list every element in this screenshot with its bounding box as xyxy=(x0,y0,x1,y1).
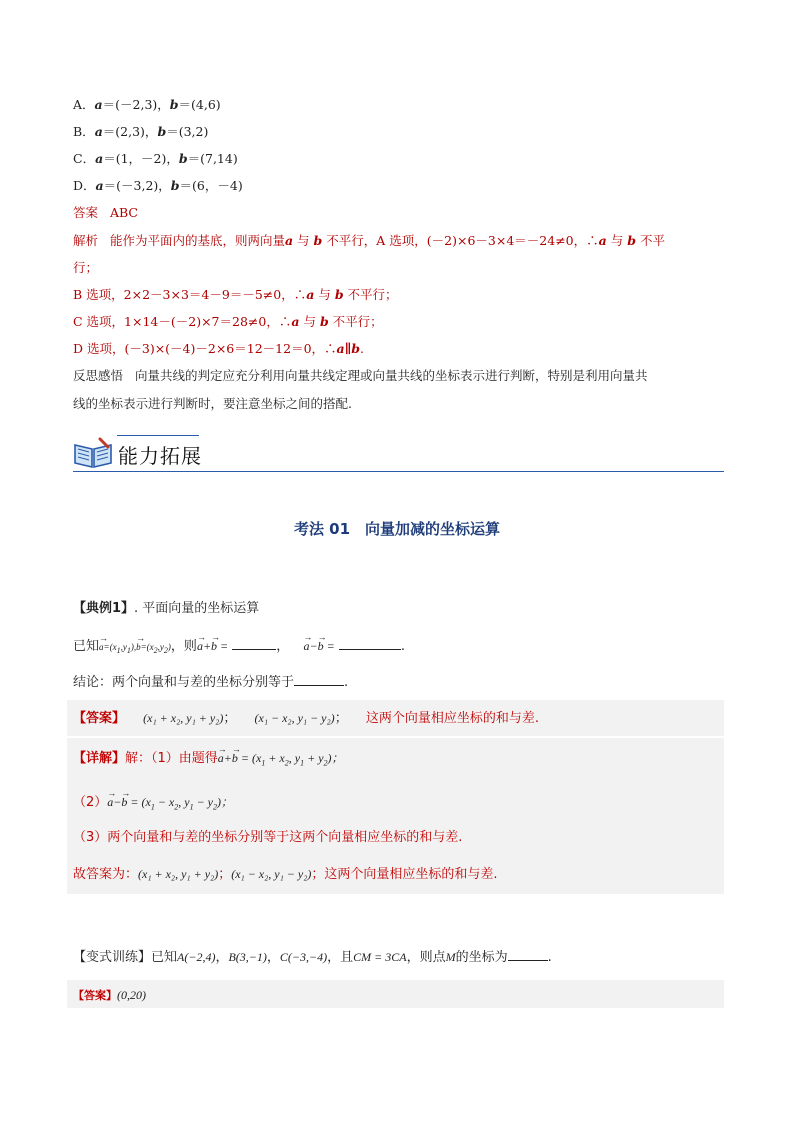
analysis-line-1 xyxy=(73,232,665,250)
detail-step2: （2） xyxy=(73,795,108,810)
option-a xyxy=(73,96,221,114)
detail-diff-expr: → $a-\to b = (x_1 - x_2$, $y_1 - y_2$)； xyxy=(107,795,233,809)
section-rule xyxy=(73,471,724,472)
analysis-text: D 选项，(－3)×(－4)－2×6＝12－12＝0，∴ xyxy=(73,341,337,356)
analysis-text: 不平行，A 选项，(－2)×6－3×4＝－24≠0，∴ xyxy=(326,233,599,248)
option-c-eq: ＝(1，－2)， xyxy=(103,151,179,166)
vector-b: b xyxy=(334,287,344,302)
analysis-text: 不平行； xyxy=(347,287,398,302)
reflection-line-1 xyxy=(73,367,647,385)
vector-b: b xyxy=(319,314,329,329)
variant-answer-box xyxy=(67,980,724,1008)
analysis-line-3 xyxy=(73,286,398,304)
option-b-eq: ＝(2,3)， xyxy=(102,124,158,139)
sum-expression: → a+→ b = xyxy=(197,639,228,653)
given-text: 已知 xyxy=(73,639,100,654)
option-b-letter: B． xyxy=(73,124,95,139)
reflection-line-2 xyxy=(73,395,352,413)
sum-blank[interactable] xyxy=(232,637,276,650)
semicolon: ； xyxy=(334,711,348,726)
analysis-text: C 选项，1×14－(－2)×7＝28≠0，∴ xyxy=(73,314,292,329)
vector-b: b xyxy=(157,124,167,139)
analysis-text: 与 xyxy=(318,287,331,302)
analysis-text: 行； xyxy=(73,260,99,275)
variant-question xyxy=(73,948,552,967)
vector-b: b xyxy=(313,233,323,248)
answer-label: 答案 xyxy=(73,205,99,220)
given-vectors: → $a=(x_1,y_1),\to b=(x_2,y_2)$ xyxy=(99,642,171,652)
point-b: B(3,−1) xyxy=(228,950,267,964)
conclusion-text: 结论：两个向量和与差的坐标分别等于 xyxy=(73,675,295,690)
diff-blank[interactable] xyxy=(339,637,401,650)
vector-b: b xyxy=(169,97,179,112)
parallel-expression: a∥b xyxy=(336,341,360,356)
analysis-text: 能作为平面内的基底，则两向量 xyxy=(109,233,285,248)
semicolon: ； xyxy=(218,867,232,882)
comma: ， xyxy=(276,639,290,654)
point-m: M xyxy=(445,950,456,964)
separator: ， xyxy=(266,950,280,965)
point-c: C(−3,−4) xyxy=(279,950,328,964)
vector-equation: CM = 3CA xyxy=(353,950,407,964)
section-top-rule xyxy=(117,435,199,436)
vector-a: a xyxy=(291,314,300,329)
vector-a: a xyxy=(284,233,294,248)
period: . xyxy=(547,950,552,965)
final-sum: (x₁ + x₂, y₁ + y₂) xyxy=(138,867,219,881)
detail-intro: 解：（1）由题得 xyxy=(125,751,218,766)
answer-sum: (x₁ + x₂, y₁ + y₂) xyxy=(143,711,224,725)
analysis-text: 与 xyxy=(297,233,310,248)
separator: ， xyxy=(215,950,229,965)
conclusion-blank[interactable] xyxy=(294,673,344,686)
variant-label: 【变式训练】 xyxy=(73,950,152,965)
variant-answer-line xyxy=(73,986,146,1005)
diff-expression: → a−→ b = xyxy=(303,639,334,653)
analysis-text: 与 xyxy=(610,233,624,248)
example-heading xyxy=(73,600,259,618)
vector-a: a xyxy=(306,287,315,302)
option-d-eq: ＝(－3,2)， xyxy=(103,178,171,193)
vector-a: a xyxy=(95,178,104,193)
detail-line-1 xyxy=(73,749,344,772)
final-prefix: 故答案为： xyxy=(73,867,139,882)
answer-diff: (x₁ − x₂, y₁ − y₂) xyxy=(254,711,335,725)
detail-line-2 xyxy=(73,793,233,816)
period: . xyxy=(400,639,405,654)
option-b-eq2: ＝(3,2) xyxy=(166,124,209,139)
analysis-line-5 xyxy=(73,340,364,358)
reflection-label: 反思感悟 xyxy=(73,368,124,383)
analysis-text: 不平行； xyxy=(332,314,383,329)
variant-text: 的坐标为 xyxy=(455,950,508,965)
example-label: 【典例1】 xyxy=(73,601,135,616)
point-a: A(−2,4) xyxy=(177,950,216,964)
vector-b: b xyxy=(627,233,636,248)
variant-answer-label: 【答案】 xyxy=(73,989,117,1002)
option-c xyxy=(73,150,238,168)
detail-line-3: （3）两个向量和与差的坐标分别等于这两个向量相应坐标的和与差. xyxy=(73,830,463,845)
variant-text: 已知 xyxy=(151,950,178,965)
example-answer-label: 【答案】 xyxy=(73,711,126,726)
period: . xyxy=(344,675,349,690)
reflection-text: 向量共线的判定应充分利用向量共线定理或向量共线的坐标表示进行判断，特别是利用向量共 xyxy=(134,368,648,383)
then-text: ，则 xyxy=(170,639,197,654)
analysis-label: 解析 xyxy=(73,233,99,248)
option-d-letter: D． xyxy=(73,178,96,193)
final-diff: (x₁ − x₂, y₁ − y₂) xyxy=(231,867,312,881)
vector-b: b xyxy=(170,178,180,193)
detail-sum-expr: → $a+\to b = (x_1 + x_2$, $y_1 + y_2$)； xyxy=(218,751,344,765)
answer-text: 这两个向量相应坐标的和与差. xyxy=(365,711,539,726)
book-icon xyxy=(72,437,114,469)
analysis-text: 与 xyxy=(303,314,316,329)
section-title: 能力拓展 xyxy=(118,444,202,468)
variant-blank[interactable] xyxy=(508,948,548,961)
example-title: . 平面向量的坐标运算 xyxy=(134,601,260,616)
method-title: 考法 01 向量加减的坐标运算 xyxy=(293,520,501,538)
vector-a: a xyxy=(598,233,607,248)
variant-answer-value: (0,20) xyxy=(117,988,146,1002)
option-a-eq2: ＝(4,6) xyxy=(178,97,221,112)
analysis-line-2 xyxy=(73,259,98,277)
vector-a: a xyxy=(94,97,103,112)
option-c-eq2: ＝(7,14) xyxy=(187,151,238,166)
detail-line-4 xyxy=(73,865,498,884)
analysis-text: B 选项，2×2－3×3＝4－9＝－5≠0，∴ xyxy=(73,287,307,302)
example-conclusion xyxy=(73,673,348,692)
reflection-text: 线的坐标表示进行判断时，要注意坐标之间的搭配. xyxy=(73,396,352,411)
option-d-eq2: ＝(6，－4) xyxy=(179,178,243,193)
variant-text: ，则点 xyxy=(406,950,446,965)
detail-label: 【详解】 xyxy=(73,751,126,766)
answer-line xyxy=(73,204,138,222)
final-suffix: ；这两个向量相应坐标的和与差. xyxy=(311,867,498,882)
analysis-line-4 xyxy=(73,313,383,331)
answer-value: ABC xyxy=(109,205,138,220)
option-b xyxy=(73,123,208,141)
variant-text: ，且 xyxy=(327,950,354,965)
example-question xyxy=(73,637,405,660)
analysis-text: . xyxy=(360,341,364,356)
analysis-text: 不平 xyxy=(639,233,665,248)
example-answer-line xyxy=(73,709,539,728)
option-a-letter: A． xyxy=(73,97,95,112)
semicolon: ； xyxy=(223,711,237,726)
option-a-eq: ＝(－2,3)， xyxy=(102,97,170,112)
vector-a: a xyxy=(95,151,104,166)
option-d xyxy=(73,177,243,195)
vector-a: a xyxy=(94,124,103,139)
option-c-letter: C． xyxy=(73,151,96,166)
vector-b: b xyxy=(178,151,188,166)
